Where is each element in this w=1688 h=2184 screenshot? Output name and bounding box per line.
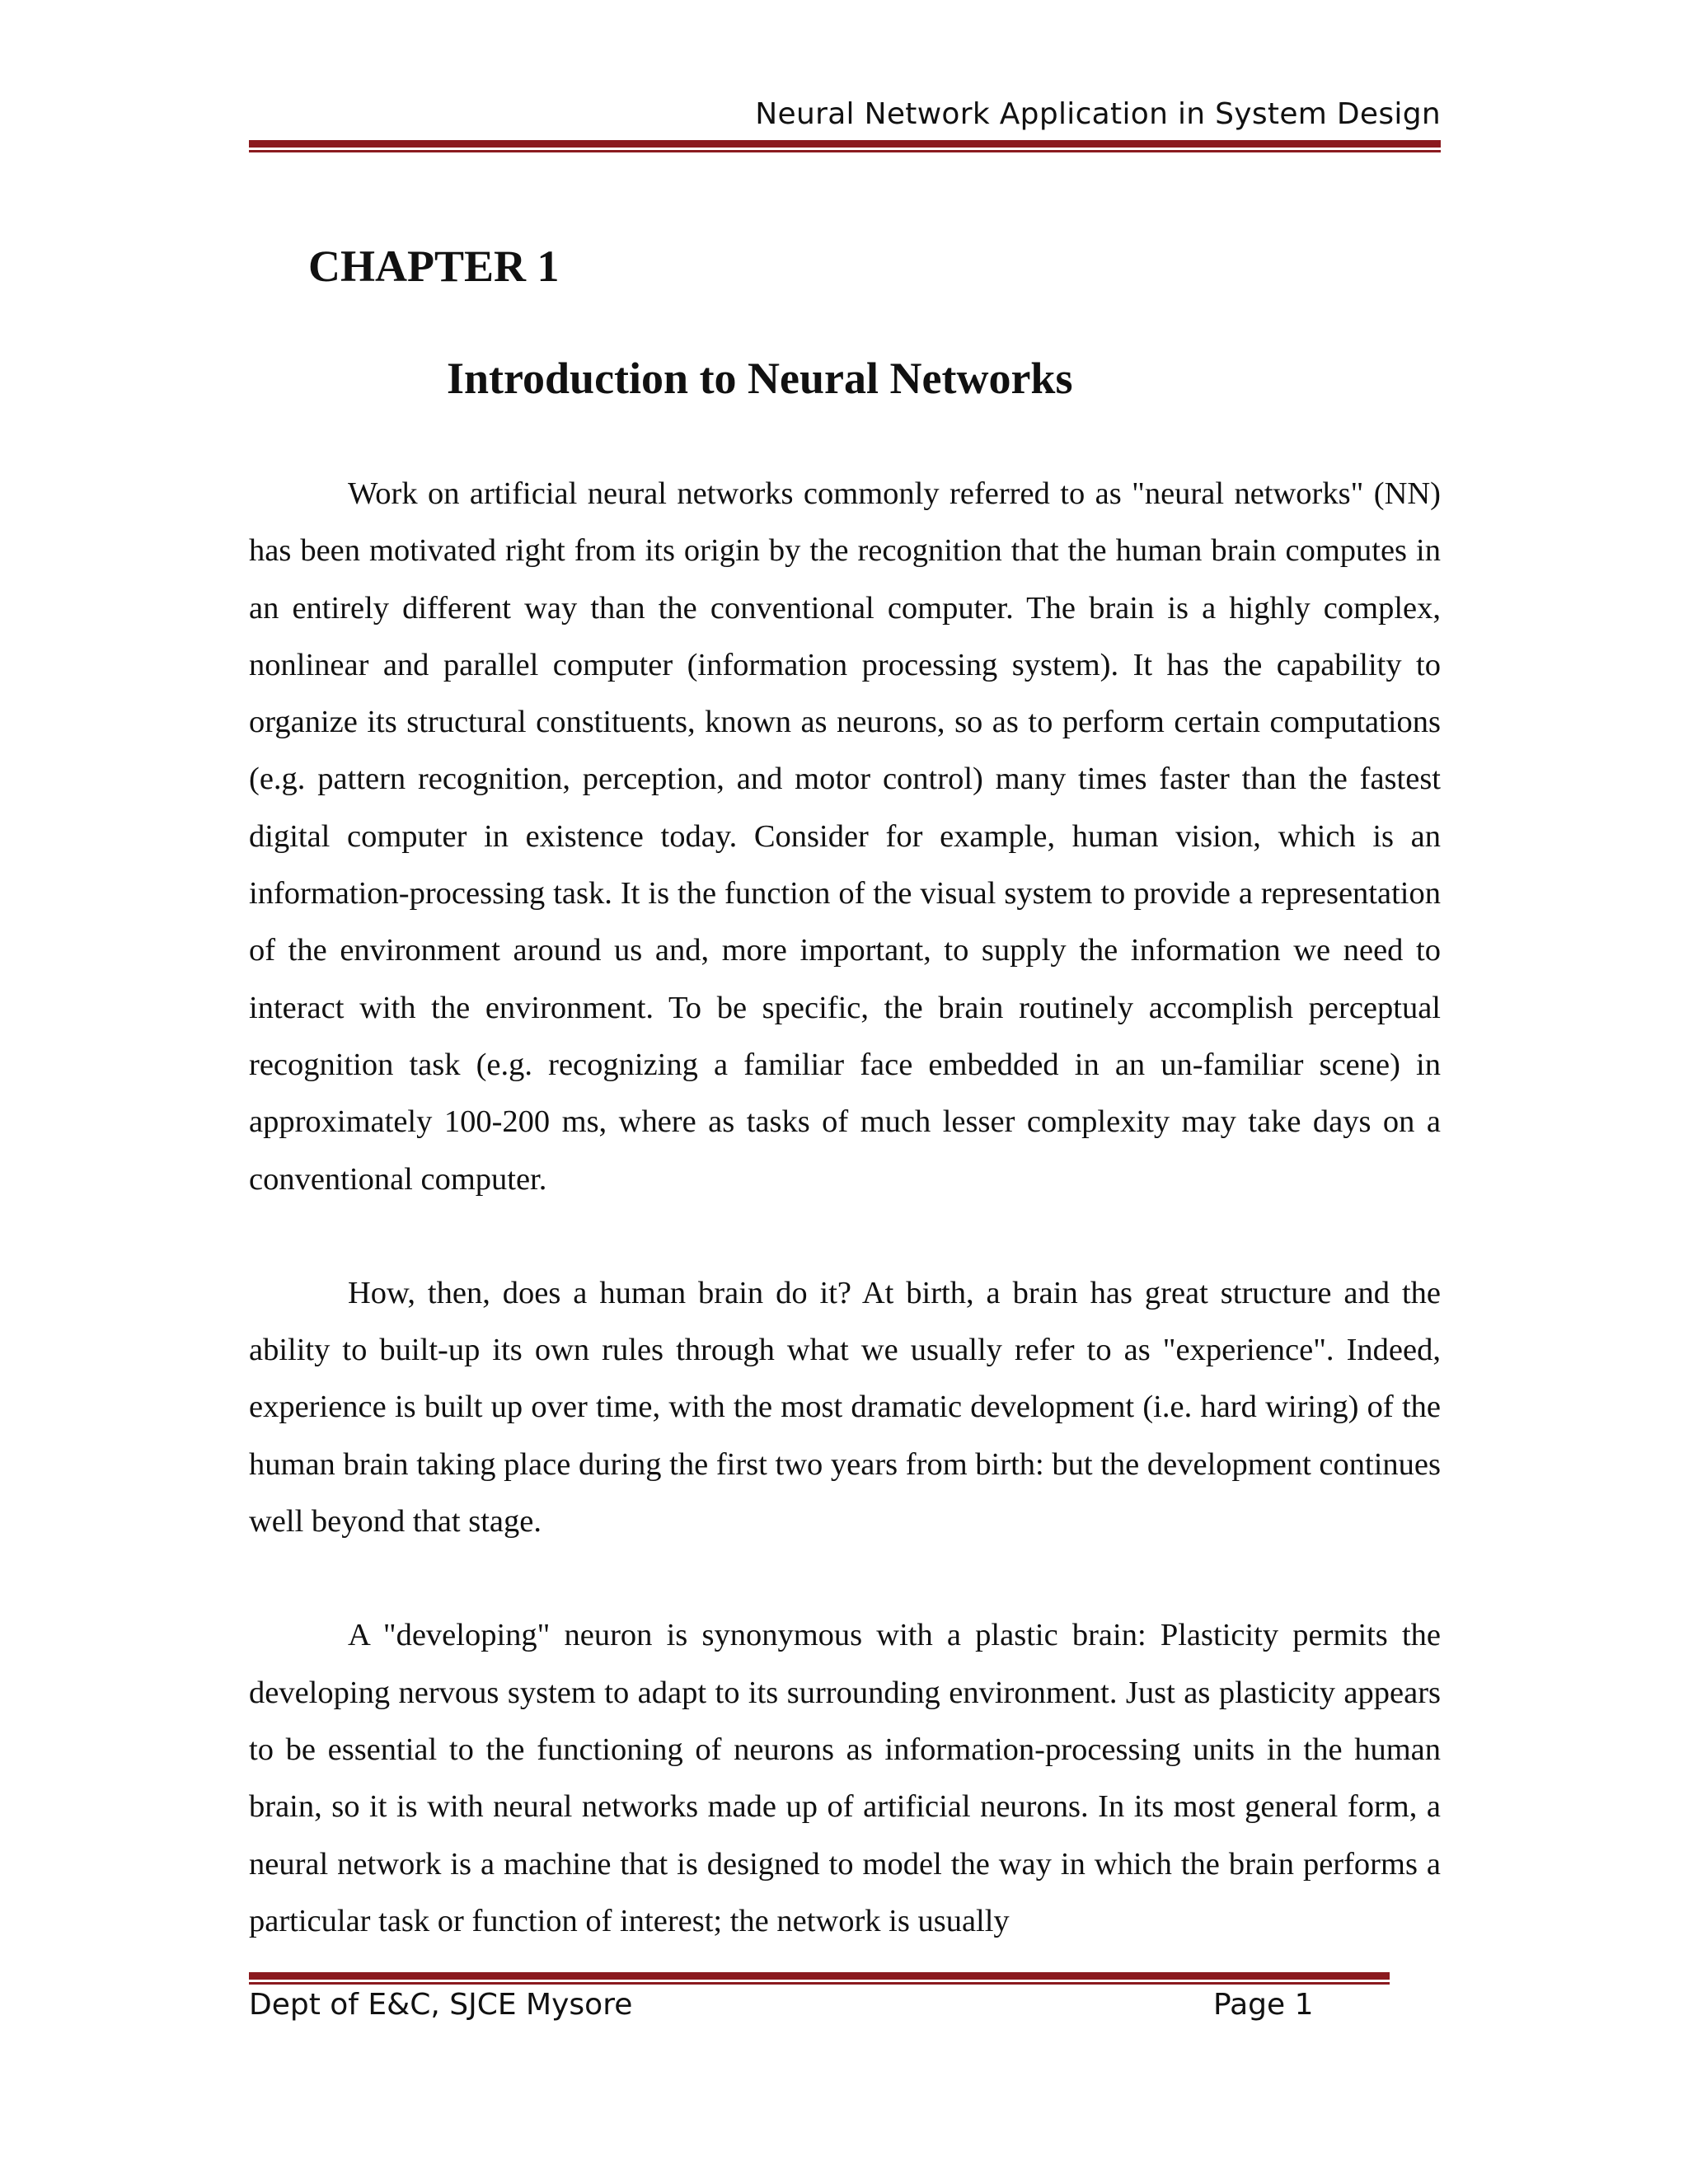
footer-department: Dept of E&C, SJCE Mysore (249, 1988, 633, 2022)
chapter-label: CHAPTER 1 (308, 241, 560, 291)
paragraph-1: Work on artificial neural networks commonly referred to as "neural networks" (NN) has been motivated right from its origin by the recognition that the human brain computes in an entirely different way than the conventional computer. The brain is a highly complex, nonlinear and parallel computer (information processing system). It has the capability to organize its structural constituents, known as neurons, so as to perform certain computations (e.g. pattern recognition, perception, and motor control) many times faster than the fastest digital computer in existence today. Consider for example, human vision, which is an information-processing task. It is the function of the visual system to provide a representation of the environment around us and, more important, to supply the information we need to interact with the environment. To be specific, the brain routinely accomplish perceptual recognition task (e.g. recognizing a familiar face embedded in an un-familiar scene) in approximately 100-200 ms, where as tasks of much lesser complexity may take days on a conventional computer. (249, 476, 1441, 1197)
header-rule-thick (249, 140, 1441, 148)
paragraph-2: How, then, does a human brain do it? At birth, a brain has great structure and the ability to built-up its own rules through what we usually refer to as "experience". Indeed, experience is built up over time, with the most dramatic development (i.e. hard wiring) of the human brain taking place during the first two years from birth: but the development continues well beyond that stage. (249, 1275, 1441, 1540)
paragraph-3: A "developing" neuron is synonymous with a plastic brain: Plasticity permits the developing nervous system to adapt to its surrounding environment. Just as plasticity appears to be essential to the functioning of neurons as information-processing units in the human brain, so it is with neural networks made up of artificial neurons. In its most general form, a neural network is a machine that is designed to model the way in which the brain performs a particular task or function of interest; the network is usually (249, 1618, 1441, 1938)
body-text (249, 466, 1441, 1950)
chapter-title: Introduction to Neural Networks (447, 354, 1073, 403)
footer-rule-thick (249, 1972, 1390, 1980)
header-rule-thin (249, 150, 1441, 152)
footer-rule-thin (249, 1982, 1390, 1985)
header-rule (249, 140, 1441, 152)
footer-rule (249, 1972, 1390, 1985)
running-header: Neural Network Application in System Design (755, 97, 1441, 131)
page-number: Page 1 (1213, 1988, 1314, 2022)
